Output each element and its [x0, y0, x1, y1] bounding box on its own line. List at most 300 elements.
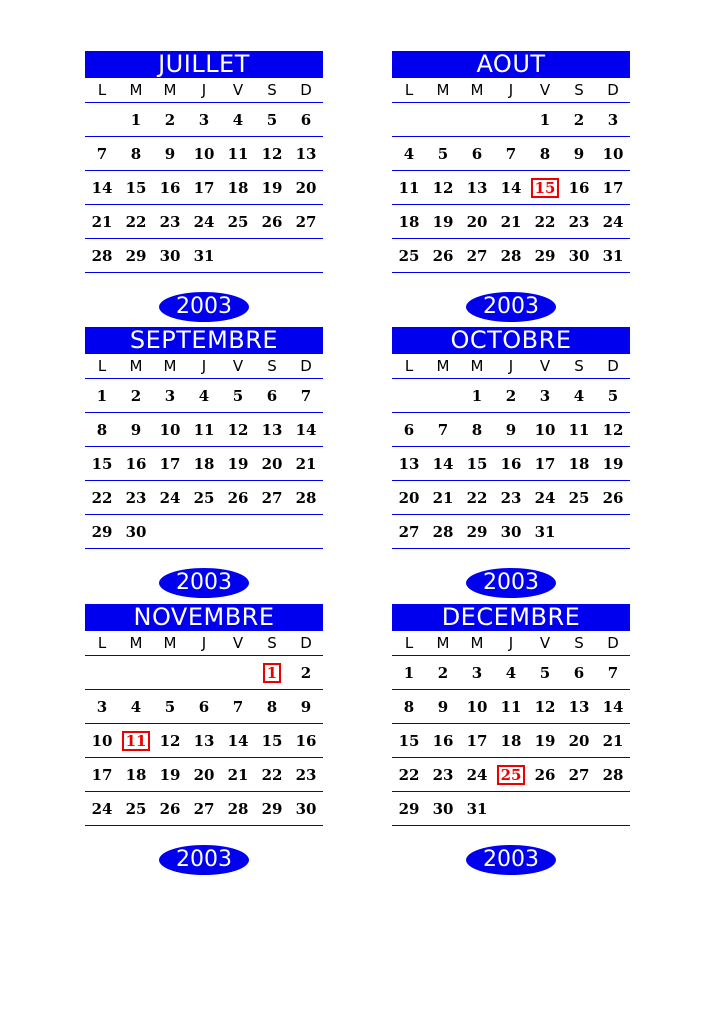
day-cell: 19 — [159, 765, 181, 784]
day-cell: 13 — [568, 697, 590, 716]
weekday-label: M — [163, 81, 177, 99]
day-cell: 22 — [125, 212, 147, 231]
month-block — [392, 327, 630, 549]
month-title: DECEMBRE — [392, 604, 630, 631]
day-cell: 2 — [130, 386, 142, 405]
year-badge: 2003 — [159, 292, 249, 322]
week-row — [85, 171, 323, 205]
week-row — [85, 792, 323, 826]
weekday-label: M — [470, 357, 484, 375]
day-cell: 15 — [398, 731, 420, 750]
day-cell — [221, 663, 255, 683]
day-cell: 30 — [432, 799, 454, 818]
month-title: SEPTEMBRE — [85, 327, 323, 354]
day-cell — [119, 663, 153, 683]
week-row — [392, 447, 630, 481]
holiday-marker: 15 — [531, 178, 560, 198]
day-cell: 27 — [398, 522, 420, 541]
day-cell: 19 — [227, 454, 249, 473]
week-row — [85, 758, 323, 792]
day-cell: 8 — [539, 144, 551, 163]
day-cell: 7 — [96, 144, 108, 163]
week-row — [85, 239, 323, 273]
day-cell: 22 — [398, 765, 420, 784]
month-title: JUILLET — [85, 51, 323, 78]
day-cell: 26 — [227, 488, 249, 507]
week-row — [392, 413, 630, 447]
day-cell: 20 — [466, 212, 488, 231]
year-badge: 2003 — [466, 845, 556, 875]
day-cell: 12 — [261, 144, 283, 163]
day-cell: 25 — [193, 488, 215, 507]
day-cell: 7 — [505, 144, 517, 163]
day-cell: 19 — [261, 178, 283, 197]
day-cell: 20 — [568, 731, 590, 750]
day-cell: 21 — [432, 488, 454, 507]
day-cell: 9 — [437, 697, 449, 716]
day-cell: 15 — [91, 454, 113, 473]
day-cell: 3 — [164, 386, 176, 405]
weekday-label: D — [300, 81, 312, 99]
month-block — [392, 51, 630, 273]
day-cell: 5 — [539, 663, 551, 682]
weekday-label: J — [508, 634, 514, 652]
day-cell: 13 — [193, 731, 215, 750]
weekday-header — [392, 354, 630, 379]
day-cell: 27 — [295, 212, 317, 231]
day-cell: 1 — [130, 110, 142, 129]
weekday-label: S — [267, 357, 277, 375]
day-cell: 9 — [573, 144, 585, 163]
day-cell: 14 — [432, 454, 454, 473]
day-cell: 24 — [602, 212, 624, 231]
day-cell: 3 — [198, 110, 210, 129]
day-cell: 20 — [193, 765, 215, 784]
day-cell: 12 — [159, 731, 181, 750]
day-cell: 12 — [602, 420, 624, 439]
day-cell: 1 — [471, 386, 483, 405]
day-cell: 26 — [159, 799, 181, 818]
day-cell: 9 — [505, 420, 517, 439]
holiday-day-cell — [255, 663, 289, 683]
day-cell: 14 — [602, 697, 624, 716]
weekday-label: D — [300, 634, 312, 652]
day-cell: 18 — [398, 212, 420, 231]
day-cell: 8 — [266, 697, 278, 716]
holiday-marker: 25 — [497, 765, 526, 785]
day-cell: 22 — [534, 212, 556, 231]
weekday-label: M — [129, 81, 143, 99]
day-cell: 17 — [91, 765, 113, 784]
day-cell: 3 — [539, 386, 551, 405]
week-row — [85, 724, 323, 758]
day-cell: 11 — [568, 420, 590, 439]
day-cell: 23 — [159, 212, 181, 231]
day-cell: 17 — [602, 178, 624, 197]
day-cell: 11 — [398, 178, 420, 197]
day-cell: 13 — [398, 454, 420, 473]
day-cell: 18 — [500, 731, 522, 750]
day-cell: 13 — [261, 420, 283, 439]
day-cell: 13 — [295, 144, 317, 163]
day-cell: 5 — [266, 110, 278, 129]
day-cell: 10 — [193, 144, 215, 163]
day-cell: 7 — [300, 386, 312, 405]
day-cell: 25 — [125, 799, 147, 818]
week-row — [85, 379, 323, 413]
week-row — [392, 515, 630, 549]
month-title: AOUT — [392, 51, 630, 78]
day-cell: 29 — [261, 799, 283, 818]
day-cell: 6 — [573, 663, 585, 682]
day-cell: 2 — [573, 110, 585, 129]
day-cell: 15 — [261, 731, 283, 750]
day-cell: 23 — [432, 765, 454, 784]
day-cell: 29 — [125, 246, 147, 265]
holiday-day-cell — [119, 731, 153, 751]
day-cell — [153, 663, 187, 683]
day-cell: 12 — [432, 178, 454, 197]
day-cell: 31 — [534, 522, 556, 541]
day-cell: 30 — [500, 522, 522, 541]
day-cell: 16 — [295, 731, 317, 750]
day-cell: 29 — [466, 522, 488, 541]
week-row — [392, 171, 630, 205]
week-row — [85, 656, 323, 690]
day-cell: 1 — [539, 110, 551, 129]
day-cell: 24 — [91, 799, 113, 818]
day-cell: 11 — [500, 697, 522, 716]
day-cell — [85, 110, 119, 130]
day-cell: 16 — [432, 731, 454, 750]
day-cell: 25 — [398, 246, 420, 265]
day-cell: 4 — [403, 144, 415, 163]
day-cell: 28 — [295, 488, 317, 507]
weekday-label: V — [232, 357, 244, 375]
day-cell: 18 — [227, 178, 249, 197]
weekday-header — [85, 78, 323, 103]
weekday-label: L — [404, 81, 414, 99]
day-cell — [187, 522, 221, 542]
day-cell — [289, 246, 323, 266]
year-badge: 2003 — [159, 568, 249, 598]
weekday-header — [85, 354, 323, 379]
week-row — [392, 656, 630, 690]
day-cell: 17 — [193, 178, 215, 197]
day-cell: 17 — [534, 454, 556, 473]
day-cell: 21 — [227, 765, 249, 784]
month-title: NOVEMBRE — [85, 604, 323, 631]
day-cell: 8 — [403, 697, 415, 716]
week-row — [85, 481, 323, 515]
day-cell: 27 — [568, 765, 590, 784]
day-cell: 21 — [602, 731, 624, 750]
week-row — [392, 103, 630, 137]
day-cell: 21 — [295, 454, 317, 473]
weekday-label: D — [607, 634, 619, 652]
day-cell: 6 — [198, 697, 210, 716]
month-block — [85, 327, 323, 549]
weekday-label: D — [607, 81, 619, 99]
day-cell: 4 — [198, 386, 210, 405]
day-cell: 11 — [227, 144, 249, 163]
weekday-label: M — [163, 357, 177, 375]
day-cell: 6 — [300, 110, 312, 129]
day-cell — [289, 522, 323, 542]
day-cell: 12 — [227, 420, 249, 439]
day-cell: 19 — [602, 454, 624, 473]
day-cell: 15 — [125, 178, 147, 197]
day-cell — [596, 799, 630, 819]
day-cell: 5 — [607, 386, 619, 405]
day-cell: 26 — [432, 246, 454, 265]
year-badge: 2003 — [159, 845, 249, 875]
weekday-header — [392, 78, 630, 103]
day-cell: 3 — [607, 110, 619, 129]
week-row — [392, 792, 630, 826]
day-cell: 4 — [232, 110, 244, 129]
weekday-label: J — [201, 357, 207, 375]
day-cell — [562, 522, 596, 542]
day-cell: 24 — [159, 488, 181, 507]
day-cell: 17 — [159, 454, 181, 473]
day-cell: 10 — [602, 144, 624, 163]
day-cell: 5 — [232, 386, 244, 405]
weekday-label: S — [267, 634, 277, 652]
day-cell: 29 — [91, 522, 113, 541]
weekday-label: V — [232, 81, 244, 99]
day-cell: 30 — [568, 246, 590, 265]
day-cell: 11 — [193, 420, 215, 439]
day-cell: 27 — [193, 799, 215, 818]
weekday-label: S — [574, 81, 584, 99]
weekday-label: V — [539, 357, 551, 375]
day-cell — [494, 110, 528, 130]
day-cell — [85, 663, 119, 683]
day-cell: 28 — [500, 246, 522, 265]
day-cell: 31 — [466, 799, 488, 818]
week-row — [392, 239, 630, 273]
week-row — [85, 103, 323, 137]
week-row — [392, 481, 630, 515]
day-cell — [221, 522, 255, 542]
week-row — [85, 690, 323, 724]
day-cell: 28 — [91, 246, 113, 265]
weekday-label: L — [404, 634, 414, 652]
holiday-marker: 11 — [122, 731, 151, 751]
week-row — [85, 137, 323, 171]
day-cell: 27 — [261, 488, 283, 507]
day-cell: 4 — [505, 663, 517, 682]
day-cell: 16 — [568, 178, 590, 197]
holiday-marker: 1 — [263, 663, 281, 683]
day-cell: 26 — [534, 765, 556, 784]
week-row — [85, 515, 323, 549]
day-cell: 24 — [466, 765, 488, 784]
day-cell: 3 — [96, 697, 108, 716]
weekday-label: V — [539, 634, 551, 652]
day-cell: 14 — [295, 420, 317, 439]
day-cell: 18 — [193, 454, 215, 473]
day-cell — [392, 386, 426, 406]
day-cell: 26 — [602, 488, 624, 507]
day-cell: 23 — [125, 488, 147, 507]
day-cell: 6 — [266, 386, 278, 405]
day-cell — [460, 110, 494, 130]
year-badge: 2003 — [466, 568, 556, 598]
weekday-label: J — [201, 634, 207, 652]
day-cell: 13 — [466, 178, 488, 197]
day-cell: 2 — [164, 110, 176, 129]
day-cell — [153, 522, 187, 542]
week-row — [392, 137, 630, 171]
day-cell: 31 — [193, 246, 215, 265]
day-cell — [494, 799, 528, 819]
day-cell: 4 — [573, 386, 585, 405]
day-cell: 20 — [398, 488, 420, 507]
day-cell: 31 — [602, 246, 624, 265]
week-row — [392, 690, 630, 724]
weekday-label: M — [470, 634, 484, 652]
weekday-label: S — [574, 634, 584, 652]
day-cell: 22 — [466, 488, 488, 507]
day-cell: 24 — [534, 488, 556, 507]
weekday-header — [85, 631, 323, 656]
day-cell: 28 — [602, 765, 624, 784]
day-cell — [392, 110, 426, 130]
weekday-label: V — [232, 634, 244, 652]
day-cell: 15 — [466, 454, 488, 473]
day-cell: 5 — [164, 697, 176, 716]
weekday-label: S — [267, 81, 277, 99]
weekday-label: D — [607, 357, 619, 375]
day-cell — [426, 110, 460, 130]
day-cell — [528, 799, 562, 819]
day-cell: 30 — [159, 246, 181, 265]
day-cell: 19 — [432, 212, 454, 231]
week-row — [85, 447, 323, 481]
day-cell — [596, 522, 630, 542]
weekday-label: J — [201, 81, 207, 99]
week-row — [392, 205, 630, 239]
weekday-label: M — [163, 634, 177, 652]
year-badge: 2003 — [466, 292, 556, 322]
weekday-label: L — [97, 81, 107, 99]
day-cell: 18 — [125, 765, 147, 784]
month-title: OCTOBRE — [392, 327, 630, 354]
day-cell: 23 — [568, 212, 590, 231]
week-row — [392, 379, 630, 413]
weekday-label: D — [300, 357, 312, 375]
month-block — [85, 604, 323, 826]
day-cell: 12 — [534, 697, 556, 716]
day-cell: 8 — [471, 420, 483, 439]
day-cell: 16 — [159, 178, 181, 197]
weekday-label: L — [404, 357, 414, 375]
day-cell: 9 — [130, 420, 142, 439]
day-cell: 7 — [232, 697, 244, 716]
day-cell: 25 — [227, 212, 249, 231]
day-cell: 14 — [91, 178, 113, 197]
day-cell: 2 — [505, 386, 517, 405]
day-cell: 20 — [295, 178, 317, 197]
day-cell: 5 — [437, 144, 449, 163]
day-cell: 2 — [437, 663, 449, 682]
weekday-label: J — [508, 357, 514, 375]
day-cell: 10 — [159, 420, 181, 439]
week-row — [85, 205, 323, 239]
day-cell: 8 — [96, 420, 108, 439]
day-cell: 25 — [568, 488, 590, 507]
day-cell: 28 — [432, 522, 454, 541]
day-cell: 30 — [125, 522, 147, 541]
day-cell: 29 — [534, 246, 556, 265]
day-cell: 26 — [261, 212, 283, 231]
day-cell: 10 — [534, 420, 556, 439]
day-cell: 9 — [300, 697, 312, 716]
day-cell: 19 — [534, 731, 556, 750]
day-cell: 9 — [164, 144, 176, 163]
day-cell: 17 — [466, 731, 488, 750]
weekday-label: M — [470, 81, 484, 99]
weekday-label: M — [129, 357, 143, 375]
day-cell: 28 — [227, 799, 249, 818]
day-cell: 2 — [300, 663, 312, 682]
weekday-label: M — [436, 81, 450, 99]
day-cell: 6 — [471, 144, 483, 163]
weekday-header — [392, 631, 630, 656]
day-cell: 21 — [500, 212, 522, 231]
day-cell: 24 — [193, 212, 215, 231]
week-row — [392, 758, 630, 792]
weekday-label: M — [436, 357, 450, 375]
day-cell: 18 — [568, 454, 590, 473]
month-block — [392, 604, 630, 826]
day-cell: 30 — [295, 799, 317, 818]
weekday-label: L — [97, 634, 107, 652]
holiday-day-cell — [528, 178, 562, 198]
week-row — [392, 724, 630, 758]
day-cell: 1 — [403, 663, 415, 682]
day-cell: 23 — [295, 765, 317, 784]
weekday-label: S — [574, 357, 584, 375]
month-block — [85, 51, 323, 273]
day-cell — [255, 246, 289, 266]
day-cell: 7 — [437, 420, 449, 439]
day-cell: 14 — [500, 178, 522, 197]
day-cell: 7 — [607, 663, 619, 682]
weekday-label: J — [508, 81, 514, 99]
week-row — [85, 413, 323, 447]
day-cell — [221, 246, 255, 266]
weekday-label: L — [97, 357, 107, 375]
day-cell: 4 — [130, 697, 142, 716]
day-cell: 29 — [398, 799, 420, 818]
day-cell — [426, 386, 460, 406]
weekday-label: M — [436, 634, 450, 652]
day-cell — [562, 799, 596, 819]
day-cell: 14 — [227, 731, 249, 750]
day-cell: 27 — [466, 246, 488, 265]
day-cell: 23 — [500, 488, 522, 507]
day-cell — [255, 522, 289, 542]
day-cell: 20 — [261, 454, 283, 473]
holiday-day-cell — [494, 765, 528, 785]
day-cell: 3 — [471, 663, 483, 682]
day-cell: 22 — [91, 488, 113, 507]
day-cell: 1 — [96, 386, 108, 405]
day-cell: 21 — [91, 212, 113, 231]
